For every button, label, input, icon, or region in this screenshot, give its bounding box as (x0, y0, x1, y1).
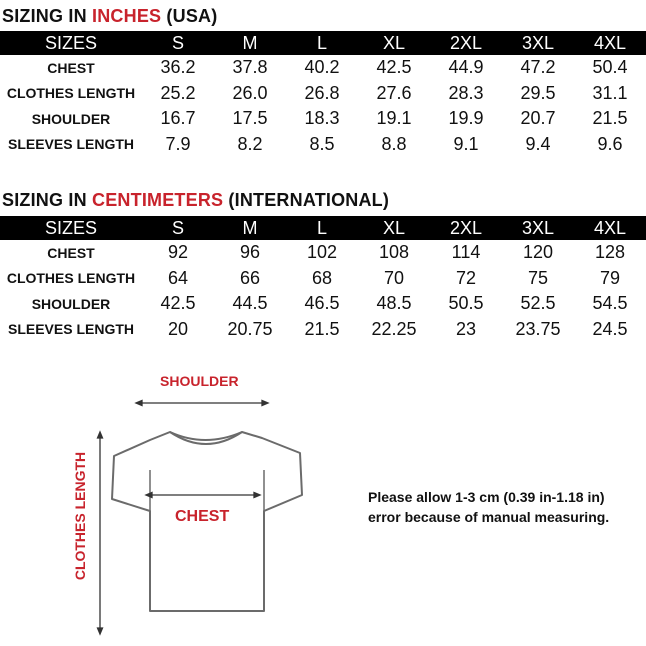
cell-value: 72 (455, 267, 477, 288)
cell-value: 50.5 (448, 293, 484, 314)
cm-header-xl: XL (382, 217, 406, 238)
cm-header-4xl: 4XL (593, 217, 627, 238)
inches-header-m: M (242, 32, 258, 53)
cell-value: 23.75 (515, 318, 561, 339)
row-label: CHEST (47, 244, 95, 261)
cm-title-highlight: CENTIMETERS (92, 190, 224, 210)
cell-value: 108 (378, 242, 410, 263)
cm-title-suffix: (INTERNATIONAL) (223, 190, 390, 210)
inches-header-s: S (171, 32, 184, 53)
cell-value: 28.3 (448, 82, 484, 103)
chest-label: CHEST (175, 508, 230, 525)
cell-value: 68 (311, 267, 333, 288)
cell-value: 9.6 (597, 133, 623, 154)
row-label: SHOULDER (31, 295, 111, 312)
cell-value: 92 (167, 242, 189, 263)
cell-value: 40.2 (304, 57, 340, 78)
row-label: CLOTHES LENGTH (6, 270, 136, 287)
inches-row-clothes-length (0, 81, 646, 107)
cell-value: 7.9 (165, 133, 191, 154)
inches-header-l: L (316, 32, 327, 53)
cell-value: 102 (306, 242, 338, 263)
cm-header-s: S (171, 217, 184, 238)
row-label: SLEEVES LENGTH (7, 321, 135, 338)
length-measure-arrow (98, 432, 103, 634)
cell-value: 66 (239, 267, 261, 288)
cell-value: 8.2 (237, 133, 263, 154)
cm-header-sizes: SIZES (44, 217, 97, 238)
cell-value: 50.4 (592, 57, 628, 78)
cell-value: 27.6 (376, 82, 412, 103)
cm-header-m: M (242, 217, 258, 238)
inches-row-shoulder (0, 106, 646, 132)
cell-value: 29.5 (520, 82, 556, 103)
centimeters-size-table (0, 216, 646, 342)
measurement-note (368, 487, 609, 527)
cell-value: 21.5 (592, 108, 628, 129)
cell-value: 20 (167, 318, 189, 339)
cell-value: 44.5 (232, 293, 268, 314)
shoulder-measure-arrow (136, 401, 268, 406)
cm-row-clothes-length (0, 266, 646, 292)
cell-value: 128 (594, 242, 626, 263)
cm-title-prefix: SIZING IN (2, 190, 93, 210)
cell-value: 37.8 (232, 57, 268, 78)
inches-size-table (0, 31, 646, 157)
cell-value: 48.5 (376, 293, 412, 314)
inches-header-sizes: SIZES (44, 32, 97, 53)
cm-row-sleeves-length (0, 317, 646, 343)
cell-value: 20.75 (227, 318, 273, 339)
inches-row-chest (0, 55, 646, 81)
inches-title-suffix: (USA) (161, 6, 218, 26)
row-label: CHEST (47, 59, 95, 76)
inches-title-prefix: SIZING IN (2, 6, 93, 26)
cell-value: 19.9 (448, 108, 484, 129)
cell-value: 70 (383, 267, 405, 288)
cell-value: 17.5 (232, 108, 268, 129)
cell-value: 64 (167, 267, 189, 288)
note-line-1: Please allow 1-3 cm (0.39 in-1.18 in) (368, 489, 605, 505)
cell-value: 44.9 (448, 57, 484, 78)
cm-header-row (0, 216, 646, 240)
cell-value: 26.0 (232, 82, 268, 103)
cell-value: 46.5 (304, 293, 340, 314)
cell-value: 31.1 (592, 82, 628, 103)
row-label: SLEEVES LENGTH (7, 136, 135, 153)
inches-section-title (2, 6, 217, 27)
cell-value: 79 (599, 267, 621, 288)
cell-value: 54.5 (592, 293, 628, 314)
cell-value: 9.4 (525, 133, 551, 154)
cell-value: 9.1 (453, 133, 479, 154)
cm-row-chest (0, 240, 646, 266)
cell-value: 52.5 (520, 293, 556, 314)
row-label: SHOULDER (31, 110, 111, 127)
inches-header-xl: XL (382, 32, 406, 53)
cell-value: 18.3 (304, 108, 340, 129)
cell-value: 22.25 (371, 318, 417, 339)
row-label: CLOTHES LENGTH (6, 85, 136, 102)
cell-value: 114 (451, 242, 481, 263)
cell-value: 96 (239, 242, 261, 263)
cell-value: 120 (522, 242, 554, 263)
clothes-length-label: CLOTHES LENGTH (72, 451, 88, 581)
cell-value: 25.2 (160, 82, 196, 103)
inches-header-4xl: 4XL (593, 32, 627, 53)
cm-header-l: L (316, 217, 327, 238)
cell-value: 19.1 (376, 108, 412, 129)
cell-value: 24.5 (592, 318, 628, 339)
inches-header-row (0, 31, 646, 55)
cell-value: 42.5 (160, 293, 196, 314)
cell-value: 8.8 (381, 133, 407, 154)
cm-row-shoulder (0, 291, 646, 317)
cell-value: 75 (527, 267, 549, 288)
cell-value: 26.8 (304, 82, 340, 103)
shoulder-label: SHOULDER (160, 373, 239, 389)
cm-header-3xl: 3XL (521, 217, 555, 238)
cell-value: 36.2 (160, 57, 196, 78)
inches-row-sleeves-length (0, 132, 646, 158)
note-line-2: error because of manual measuring. (368, 509, 610, 525)
centimeters-section-title (2, 190, 389, 211)
cell-value: 16.7 (160, 108, 196, 129)
cell-value: 8.5 (309, 133, 335, 154)
inches-title-highlight: INCHES (92, 6, 162, 26)
cm-header-2xl: 2XL (449, 217, 483, 238)
cell-value: 21.5 (304, 318, 340, 339)
inches-header-3xl: 3XL (521, 32, 555, 53)
cell-value: 47.2 (520, 57, 556, 78)
cell-value: 20.7 (520, 108, 556, 129)
inches-header-2xl: 2XL (449, 32, 483, 53)
cell-value: 23 (455, 318, 477, 339)
cell-value: 42.5 (376, 57, 412, 78)
